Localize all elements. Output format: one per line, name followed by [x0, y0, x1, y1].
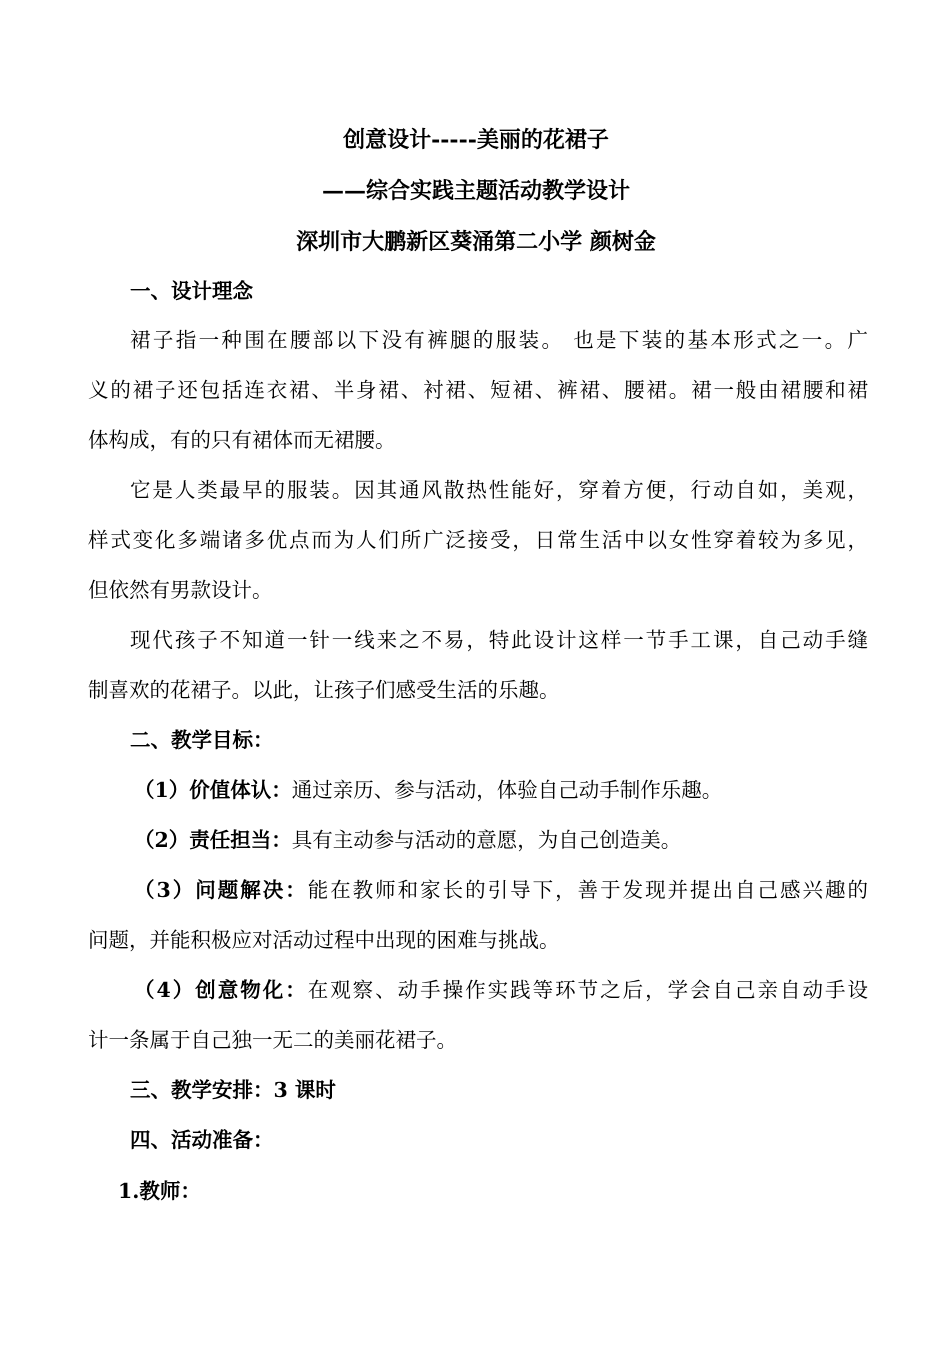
objective-text: 具有主动参与活动的意愿，为自己创造美。 [291, 828, 682, 852]
document-author: 深圳市大鹏新区葵涌第二小学 颜树金 [296, 229, 656, 255]
objective-text: 在观察、动手操作实践等环节之后，学会自己亲自动手设 [307, 978, 868, 1002]
objective-label: （3）问题解决： [134, 878, 308, 902]
paragraph-line: 义的裙子还包括连衣裙、半身裙、衬裙、短裙、裤裙、腰裙。裙一般由裙腰和裙 [88, 378, 868, 402]
document-title: 创意设计-----美丽的花裙子 [343, 127, 609, 153]
objective-label: （2）责任担当： [134, 828, 292, 852]
objective-label: （4）创意物化： [134, 978, 308, 1002]
objective-label: （1）价值体认： [134, 778, 292, 802]
objective-text: 通过亲历、参与活动，体验自己动手制作乐趣。 [291, 778, 723, 802]
paragraph-line: 但依然有男款设计。 [88, 578, 273, 602]
objective-item [134, 875, 868, 905]
section-heading-teaching-objectives: 二、教学目标： [130, 728, 274, 752]
objective-item [134, 775, 868, 805]
paragraph-line: 现代孩子不知道一针一线来之不易，特此设计这样一节手工课，自己动手缝 [130, 628, 868, 652]
paragraph-line: 样式变化多端诸多优点而为人们所广泛接受，日常生活中以女性穿着较为多见， [88, 528, 868, 552]
objective-item [134, 975, 868, 1005]
paragraph-line: 裙子指一种围在腰部以下没有裤腿的服装。 也是下装的基本形式之一。广 [130, 328, 868, 352]
section-heading-teaching-schedule: 三、教学安排：3 课时 [130, 1078, 336, 1102]
objective-text: 能在教师和家长的引导下，善于发现并提出自己感兴趣的 [307, 878, 868, 902]
paragraph-line: 问题，并能积极应对活动过程中出现的困难与挑战。 [88, 928, 560, 952]
list-item-teacher: 1.教师： [118, 1179, 201, 1203]
objective-item [134, 825, 868, 855]
document-subtitle: ——综合实践主题活动教学设计 [321, 178, 630, 204]
section-heading-design-concept: 一、设计理念 [130, 279, 253, 303]
paragraph-line: 它是人类最早的服装。因其通风散热性能好，穿着方便，行动自如，美观， [130, 478, 868, 502]
paragraph-line: 制喜欢的花裙子。以此，让孩子们感受生活的乐趣。 [88, 678, 560, 702]
paragraph-line: 计一条属于自己独一无二的美丽花裙子。 [88, 1028, 457, 1052]
section-heading-activity-preparation: 四、活动准备： [130, 1128, 274, 1152]
paragraph-line: 体构成，有的只有裙体而无裙腰。 [88, 428, 396, 452]
